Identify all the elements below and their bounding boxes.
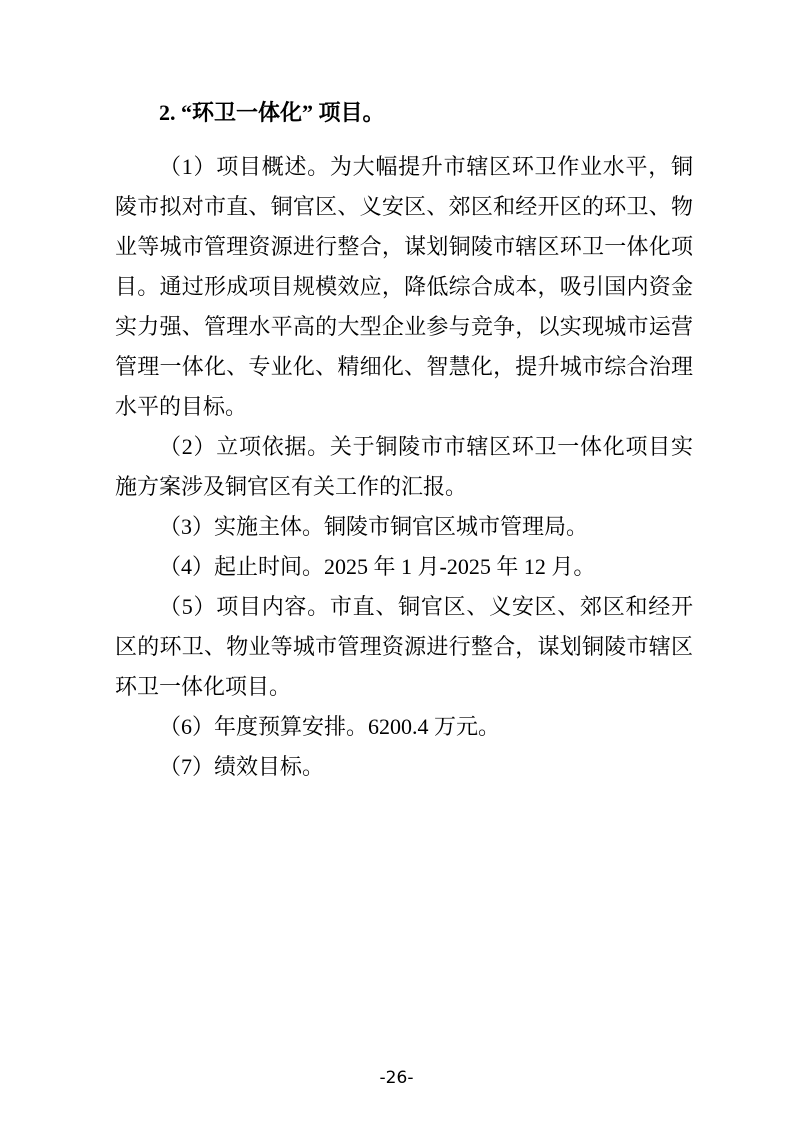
document-body	[115, 93, 693, 787]
page-number: -26-	[379, 1068, 414, 1088]
paragraph-annual-budget: （6）年度预算安排。6200.4 万元。	[159, 714, 501, 739]
paragraph-project-content: （5）项目内容。市直、铜官区、义安区、郊区和经开区的环卫、物业等城市管理资源进行整合，谋划铜陵市辖区环卫一体化项目。	[115, 594, 693, 699]
paragraph-performance-target: （7）绩效目标。	[159, 754, 325, 779]
paragraph-project-overview: （1）项目概述。为大幅提升市辖区环卫作业水平，铜陵市拟对市直、铜官区、义安区、郊区和经开区的环卫、物业等城市管理资源进行整合，谋划铜陵市辖区环卫一体化项目。通过形成项目规模效应，降低综合成本，吸引国内资金实力强、管理水平高的大型企业参与竞争，以实现城市运营管理一体化、专业化、精细化、智慧化，提升城市综合治理水平的目标。	[115, 154, 693, 419]
paragraph-implementing-body: （3）实施主体。铜陵市铜官区城市管理局。	[159, 514, 589, 539]
paragraph-time-period: （4）起止时间。2025 年 1 月-2025 年 12 月。	[159, 554, 596, 579]
section-heading: 2. “环卫一体化” 项目。	[159, 100, 385, 125]
paragraph-project-basis: （2）立项依据。关于铜陵市市辖区环卫一体化项目实施方案涉及铜官区有关工作的汇报。	[115, 434, 693, 499]
